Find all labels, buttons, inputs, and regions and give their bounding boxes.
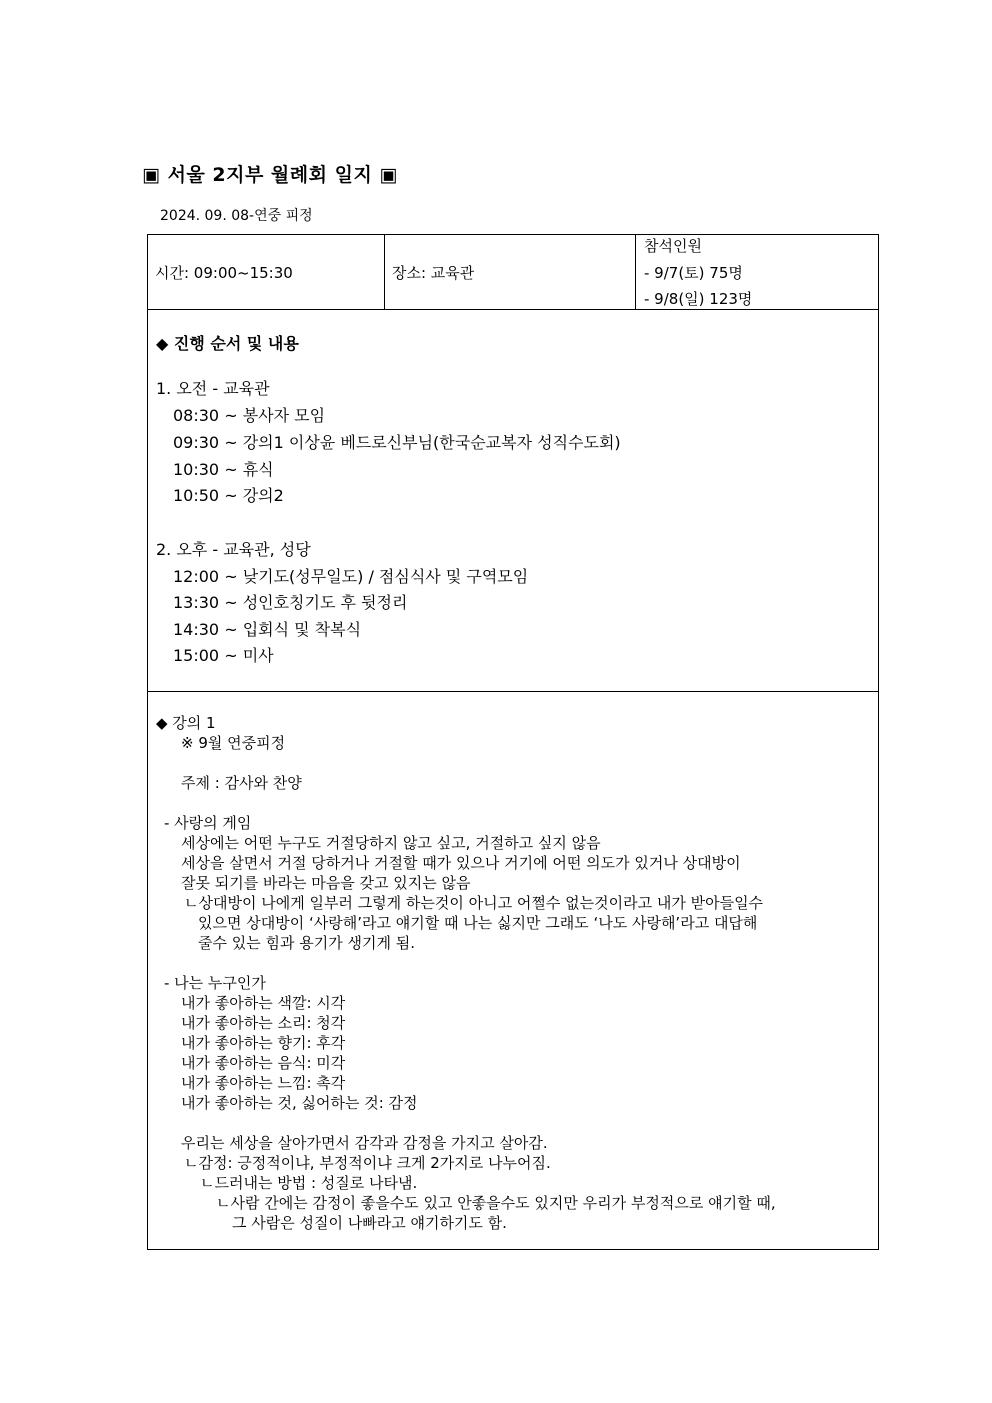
lecture-line: ㄴ사람 간에는 감정이 좋을수도 있고 안좋을수도 있지만 우리가 부정적으로 얘기할 때, (216, 1194, 776, 1212)
log-table (147, 234, 879, 1250)
info-row (148, 235, 878, 310)
attendance-cell (636, 235, 878, 309)
love-game-title: - 사랑의 게임 (164, 814, 252, 832)
lecture-line: 내가 좋아하는 느낌: 촉각 (181, 1074, 346, 1092)
lecture-section (148, 692, 878, 1249)
lecture-line: 줄수 있는 힘과 용기가 생기게 됨. (198, 934, 415, 952)
place-cell (385, 235, 636, 309)
lecture-line: 세상에는 어떤 누구도 거절당하지 않고 싶고, 거절하고 싶지 않음 (181, 834, 601, 852)
lecture-line: 우리는 세상을 살아가면서 감각과 감정을 가지고 살아감. (181, 1134, 548, 1152)
attendance-label: 참석인원 (644, 237, 702, 255)
schedule-item: 12:00 ~ 낮기도(성무일도) / 점심식사 및 구역모임 (173, 567, 529, 586)
schedule-heading: ◆ 진행 순서 및 내용 (156, 334, 299, 353)
who-am-i-title: - 나는 누구인가 (164, 974, 266, 992)
time-cell (148, 235, 385, 309)
lecture-line: 있으면 상대방이 ‘사랑해’라고 얘기할 때 나는 싫지만 그래도 ‘나도 사랑해’라고 대답해 (198, 914, 758, 932)
schedule-section (148, 310, 878, 692)
place-text: 장소: 교육관 (392, 264, 475, 282)
lecture-heading: ◆ 강의 1 (156, 714, 216, 732)
lecture-line: 내가 좋아하는 향기: 후각 (181, 1034, 346, 1052)
schedule-item: 10:30 ~ 휴식 (173, 460, 274, 479)
schedule-item: 15:00 ~ 미사 (173, 646, 274, 665)
lecture-line: 잘못 되기를 바라는 마음을 갖고 있지는 않음 (181, 874, 471, 892)
lecture-line: ㄴ감정: 긍정적이냐, 부정적이냐 크게 2가지로 나누어짐. (184, 1154, 551, 1172)
lecture-line: 내가 좋아하는 것, 싫어하는 것: 감정 (181, 1094, 418, 1112)
schedule-item: 08:30 ~ 봉사자 모임 (173, 406, 326, 425)
lecture-line: 내가 좋아하는 음식: 미각 (181, 1054, 346, 1072)
lecture-line: 세상을 살면서 거절 당하거나 거절할 때가 있으나 거기에 어떤 의도가 있거나 상대방이 (181, 854, 741, 872)
schedule-item: 10:50 ~ 강의2 (173, 486, 284, 505)
morning-title: 1. 오전 - 교육관 (156, 379, 270, 398)
lecture-line: 내가 좋아하는 색깔: 시각 (181, 994, 346, 1012)
lecture-theme: 주제 : 감사와 찬양 (181, 774, 302, 792)
schedule-item: 14:30 ~ 입회식 및 착복식 (173, 620, 362, 639)
lecture-line: ㄴ드러내는 방법 : 성질로 나타냄. (200, 1174, 418, 1192)
lecture-note: ※ 9월 연중피정 (181, 734, 286, 752)
schedule-item: 13:30 ~ 성인호칭기도 후 뒷정리 (173, 593, 408, 612)
date-author-line: 2024. 09. 08-연중 피정 (160, 208, 313, 224)
lecture-line: 그 사람은 성질이 나빠라고 얘기하기도 함. (232, 1214, 507, 1232)
document-title: ▣ 서울 2지부 월례회 일지 ▣ (142, 164, 398, 186)
lecture-line: ㄴ상대방이 나에게 일부러 그렇게 하는것이 아니고 어쩔수 없는것이라고 내가 받아들일수 (184, 894, 764, 912)
afternoon-title: 2. 오후 - 교육관, 성당 (156, 540, 311, 559)
attendance-day1: - 9/7(토) 75명 (644, 264, 743, 282)
attendance-day2: - 9/8(일) 123명 (644, 290, 753, 308)
lecture-line: 내가 좋아하는 소리: 청각 (181, 1014, 346, 1032)
time-text: 시간: 09:00~15:30 (155, 264, 293, 282)
schedule-item: 09:30 ~ 강의1 이상윤 베드로신부님(한국순교복자 성직수도회) (173, 433, 621, 452)
